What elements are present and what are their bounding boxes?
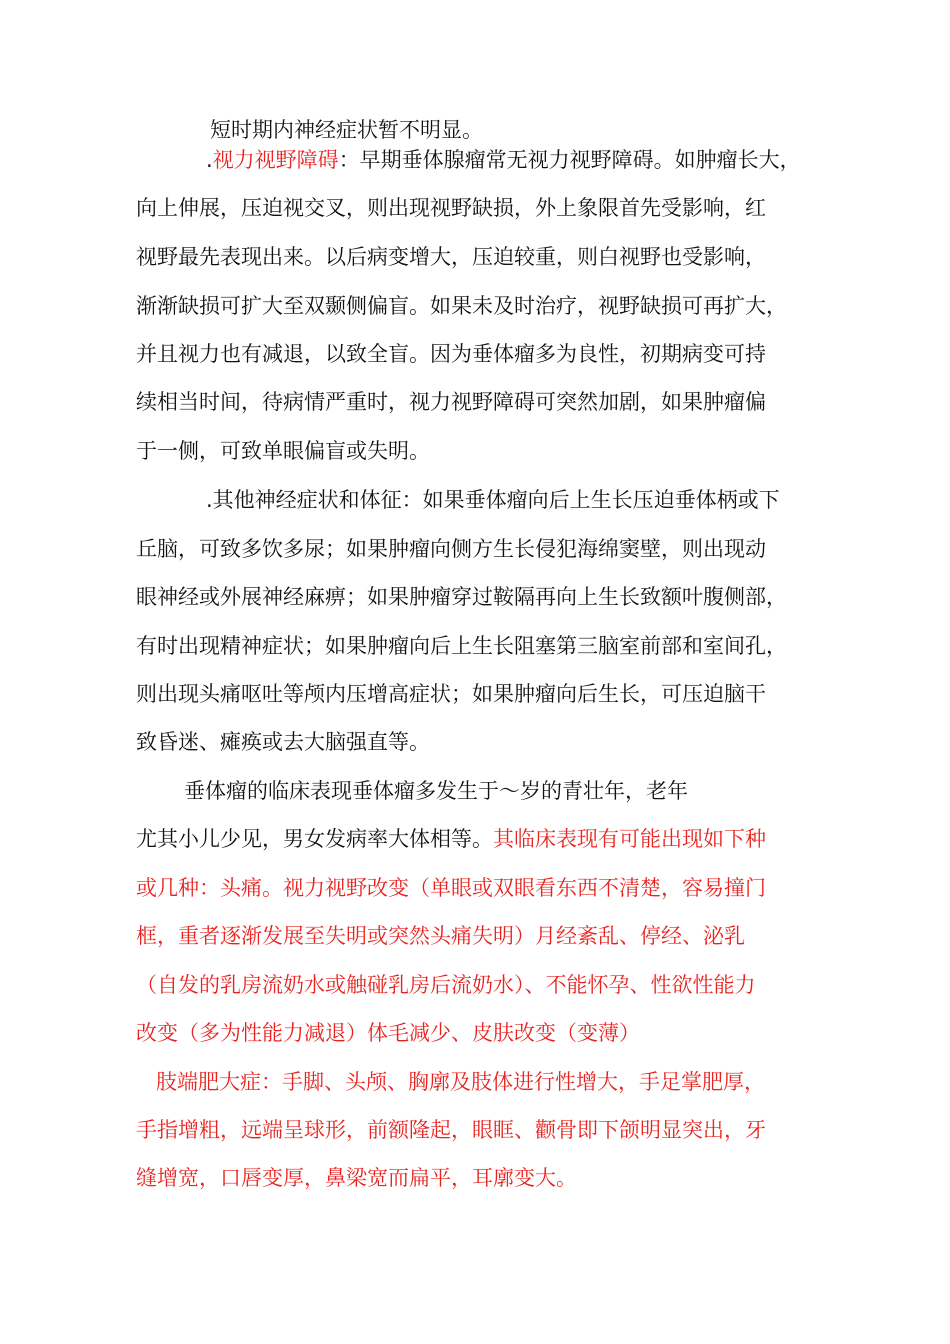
text-line [206,486,896,514]
highlight-text: 框，重者逐渐发展至失明或突然头痛失明）月经紊乱、停经、泌乳 [136,924,745,948]
line-text: 渐渐缺损可扩大至双颞侧偏盲。如果未及时治疗，视野缺损可再扩大， [136,294,787,318]
text-line [184,777,874,805]
text-line [136,194,826,222]
text-line [136,292,826,320]
line-text: 有时出现精神症状；如果肿瘤向后上生长阻塞第三脑室前部和室间孔， [136,634,787,658]
heading-vision: 视力视野障碍 [212,148,339,172]
line-text: 眼神经或外展神经麻痹；如果肿瘤穿过鞍隔再向上生长致额叶腹侧部， [136,585,787,609]
highlight-text: 改变（多为性能力减退）体毛减少、皮肤改变（变薄） [136,1021,640,1045]
bullet-dot: . [206,148,213,172]
line-text: 短时期内神经症状暂不明显。 [210,118,483,142]
text-line [136,825,826,853]
line-text: 并且视力也有减退，以致全盲。因为垂体瘤多为良性，初期病变可持 [136,342,766,366]
highlight-text: 缝增宽，口唇变厚，鼻梁宽而扁平，耳廓变大。 [136,1166,577,1190]
text-line [136,243,826,271]
text-line [136,1019,826,1047]
line-text: 尤其小儿少见，男女发病率大体相等。 [136,827,493,851]
line-text: 续相当时间，待病情严重时，视力视野障碍可突然加剧，如果肿瘤偏 [136,390,766,414]
line-text: 致昏迷、瘫痪或去大脑强直等。 [136,730,430,754]
line-text: .其他神经症状和体征：如果垂体瘤向后上生长压迫垂体柄或下 [206,488,780,512]
text-line [136,971,826,999]
text-line [136,340,826,368]
text-line [206,146,896,174]
highlight-text: 其临床表现有可能出现如下种 [493,827,766,851]
text-line [136,922,826,950]
highlight-text: 或几种：头痛。视力视野改变（单眼或双眼看东西不清楚，容易撞门 [136,876,766,900]
highlight-text: （自发的乳房流奶水或触碰乳房后流奶水）、不能怀孕、性欲性能力 [136,973,756,997]
text-line [136,1116,826,1144]
text-line [210,116,900,144]
line-text: 垂体瘤的临床表现垂体瘤多发生于～岁的青壮年，老年 [184,779,688,803]
line-text: 于一侧，可致单眼偏盲或失明。 [136,439,430,463]
text-line [156,1068,846,1096]
highlight-text: 手指增粗，远端呈球形，前额隆起，眼眶、颧骨即下颌明显突出，牙 [136,1118,766,1142]
line-text: 则出现头痛呕吐等颅内压增高症状；如果肿瘤向后生长，可压迫脑干 [136,682,766,706]
line-text: 丘脑，可致多饮多尿；如果肿瘤向侧方生长侵犯海绵窦壁，则出现动 [136,537,766,561]
text-line [136,728,826,756]
highlight-text: 肢端肥大症：手脚、头颅、胸廓及肢体进行性增大，手足掌肥厚， [156,1070,765,1094]
text-line [136,1164,826,1192]
text-line [136,437,826,465]
text-line [136,874,826,902]
line-text: 视野最先表现出来。以后病变增大，压迫较重，则白视野也受影响， [136,245,766,269]
text-line [136,632,826,660]
text-line [136,583,826,611]
text-line [136,680,826,708]
line-text: 向上伸展，压迫视交叉，则出现视野缺损，外上象限首先受影响，红 [136,196,766,220]
line-text: ：早期垂体腺瘤常无视力视野障碍。如肿瘤长大， [338,148,801,172]
text-line [136,388,826,416]
text-line [136,535,826,563]
